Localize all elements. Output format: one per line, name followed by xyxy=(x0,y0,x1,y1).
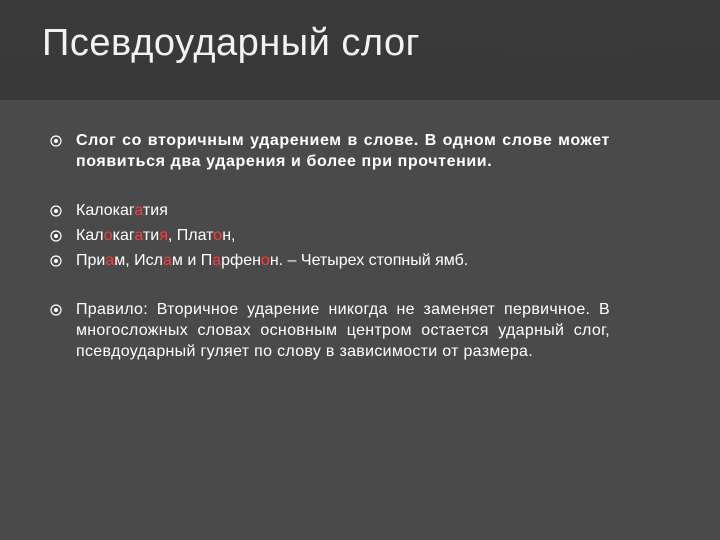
stressed-vowel: а xyxy=(212,252,222,269)
circled-bullet-icon xyxy=(50,250,76,271)
circled-bullet-icon xyxy=(50,130,76,151)
circled-bullet-icon xyxy=(50,225,76,246)
bullet-text-definition: Слог со вторичным ударением в слове. В одном слове может появиться два ударения и более при прочтении. xyxy=(76,132,610,170)
bullet-list xyxy=(50,130,610,362)
stressed-vowel: а xyxy=(105,252,115,269)
stressed-vowel: а xyxy=(162,252,172,269)
text-segment: ти xyxy=(142,227,160,244)
stressed-vowel: о xyxy=(103,227,113,244)
bullet-item-rule xyxy=(50,299,610,362)
text-segment: тия xyxy=(142,202,168,219)
bullet-text-example-3 xyxy=(76,250,610,271)
stressed-vowel: о xyxy=(260,252,270,269)
text-segment: Калокаг xyxy=(76,202,135,219)
text-segment: каг xyxy=(112,227,135,244)
stressed-vowel: я xyxy=(159,227,168,244)
circled-bullet-icon xyxy=(50,200,76,221)
bullet-item-example-1 xyxy=(50,200,610,221)
text-segment: м, Исл xyxy=(114,252,163,269)
bullet-item-definition xyxy=(50,130,610,172)
text-segment: При xyxy=(76,252,106,269)
stressed-vowel: а xyxy=(134,202,143,219)
text-segment: , Плат xyxy=(167,227,214,244)
circled-bullet-icon xyxy=(50,299,76,320)
text-segment: м и П xyxy=(171,252,213,269)
bullet-text-example-1 xyxy=(76,200,610,221)
text-segment: Кал xyxy=(76,227,104,244)
text-segment: н, xyxy=(222,227,236,244)
bullet-item-example-2 xyxy=(50,225,610,246)
text-segment: н. – Четырех стопный ямб. xyxy=(269,252,469,269)
stressed-vowel: о xyxy=(213,227,223,244)
text-segment: рфен xyxy=(221,252,261,269)
bullet-item-example-3 xyxy=(50,250,610,271)
stressed-vowel: а xyxy=(134,227,143,244)
slide-title: Псевдоударный слог xyxy=(42,22,420,64)
bullet-text-example-2 xyxy=(76,225,610,246)
bullet-text-rule: Правило: Вторичное ударение никогда не заменяет первичное. В многосложных словах основным центром остается ударный слог, псевдоударный гуляет по слову в зависимости от размера. xyxy=(76,301,610,360)
